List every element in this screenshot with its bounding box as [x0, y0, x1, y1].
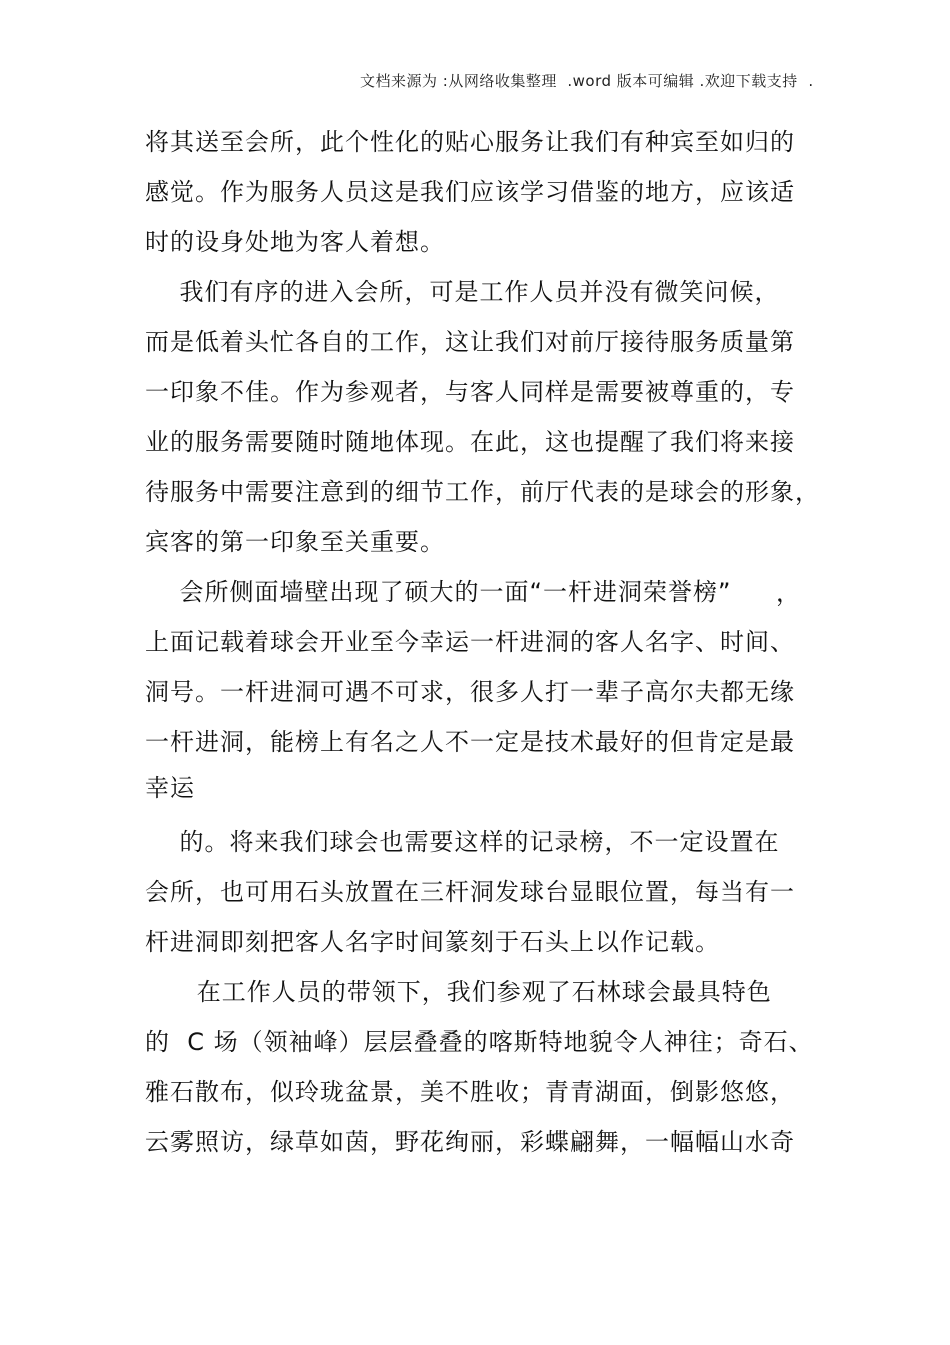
- page-header: 文档来源为 :从网络收集整理 .word 版本可编辑 .欢迎下载支持 .: [360, 72, 814, 90]
- floating-comma: ，: [776, 579, 800, 607]
- body-line: 时的设身处地为客人着想。: [145, 228, 445, 256]
- body-line: 会所侧面墙壁出现了硕大的一面“一杆进洞荣誉榜”: [145, 578, 732, 606]
- body-line: 的 C 场（领袖峰）层层叠叠的喀斯特地貌令人神往；奇石、: [145, 1028, 814, 1056]
- body-line: 感觉。作为服务人员这是我们应该学习借鉴的地方，应该适: [145, 178, 795, 206]
- body-line: 一印象不佳。作为参观者，与客人同样是需要被尊重的，专: [145, 378, 795, 406]
- body-line: 一杆进洞，能榜上有名之人不一定是技术最好的但肯定是最: [145, 728, 795, 756]
- body-line: 云雾照访，绿草如茵，野花绚丽，彩蝶翩舞，一幅幅山水奇: [145, 1128, 795, 1156]
- body-line: 宾客的第一印象至关重要。: [145, 528, 445, 556]
- body-line: 杆进洞即刻把客人名字时间篆刻于石头上以作记载。: [145, 928, 720, 956]
- body-line: 待服务中需要注意到的细节工作，前厅代表的是球会的形象，: [145, 478, 820, 506]
- body-line: 雅石散布，似玲珑盆景，美不胜收；青青湖面，倒影悠悠，: [145, 1078, 795, 1106]
- body-line: 我们有序的进入会所，可是工作人员并没有微笑问候，: [145, 278, 780, 306]
- body-line: 会所，也可用石头放置在三杆洞发球台显眼位置，每当有一: [145, 878, 795, 906]
- body-line: 将其送至会所，此个性化的贴心服务让我们有种宾至如归的: [145, 128, 795, 156]
- body-line: 业的服务需要随时随地体现。在此，这也提醒了我们将来接: [145, 428, 795, 456]
- body-line: 幸运: [145, 774, 195, 802]
- body-line: 上面记载着球会开业至今幸运一杆进洞的客人名字、时间、: [145, 628, 795, 656]
- body-line: 洞号。一杆进洞可遇不可求，很多人打一辈子高尔夫都无缘: [145, 678, 795, 706]
- body-line: 在工作人员的带领下，我们参观了石林球会最具特色: [145, 978, 772, 1006]
- body-line: 而是低着头忙各自的工作，这让我们对前厅接待服务质量第: [145, 328, 795, 356]
- body-line: 的。将来我们球会也需要这样的记录榜，不一定设置在: [145, 828, 780, 856]
